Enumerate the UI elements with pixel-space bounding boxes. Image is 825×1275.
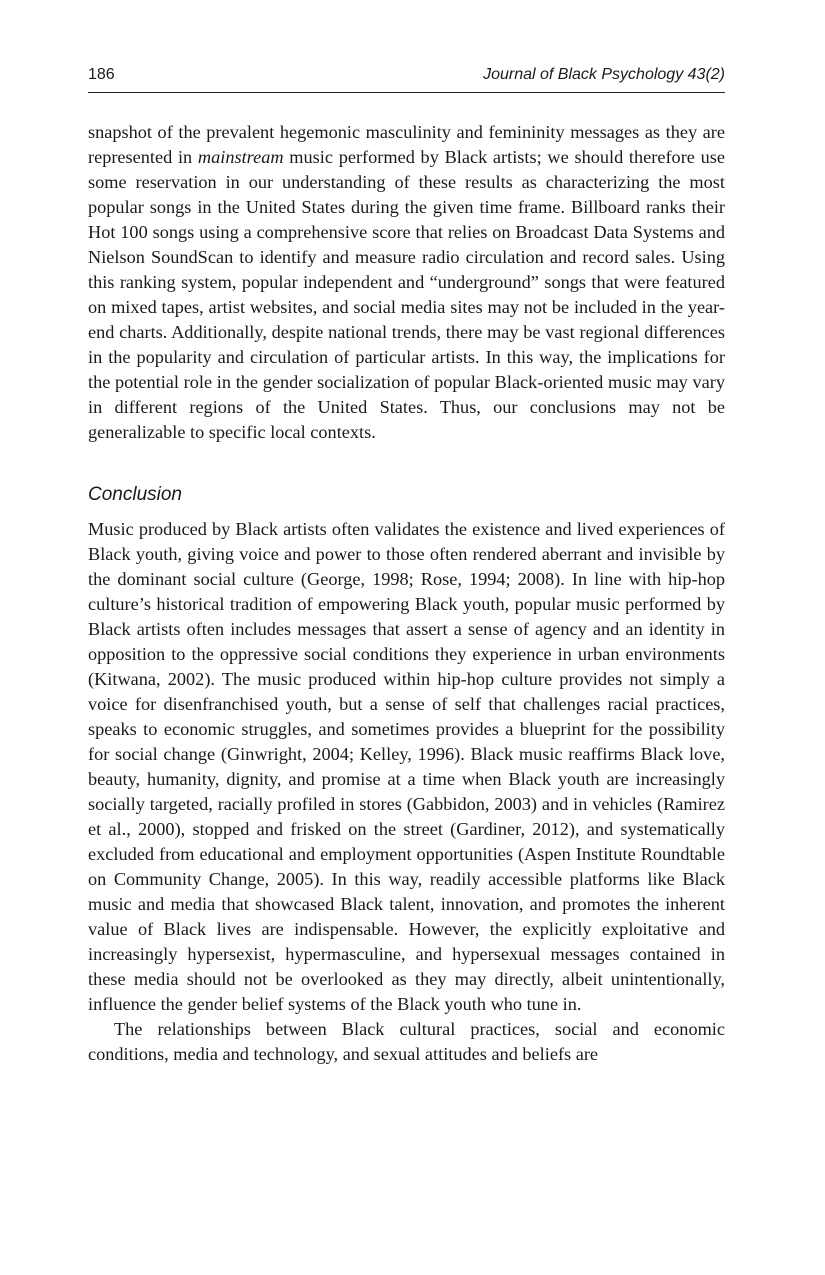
paragraph-limitations: [88, 120, 725, 445]
para1-text-start: snapshot of the prevalent hegemonic masculinity and femininity messages as they are represented in: [88, 122, 725, 167]
journal-title: Journal of Black Psychology 43(2): [483, 66, 725, 83]
running-header: [88, 64, 725, 93]
paragraph-conclusion-2: The relationships between Black cultural practices, social and economic conditions, media and technology, and sexual attitudes and beliefs are: [88, 1019, 725, 1064]
para1-text-end: music performed by Black artists; we should therefore use some reservation in our understanding of these results as characterizing the most popular songs in the United States during the given time frame. Billboard ranks their Hot 100 songs using a comprehensive score that relies on Broadcast Data Systems and Nielson SoundScan to identify and measure radio circulation and record sales. Using this ranking system, popular independent and “underground” songs that were featured on mixed tapes, artist websites, and social media sites may not be included in the year-end charts. Additionally, despite national trends, there may be vast regional differences in the popularity and circulation of particular artists. In this way, the implications for the potential role in the gender socialization of popular Black-oriented music may vary in different regions of the United States. Thus, our conclusions may not be generalizable to specific local contexts.: [88, 147, 725, 442]
page-number: 186: [88, 66, 115, 83]
section-heading-conclusion: Conclusion: [88, 484, 182, 505]
article-body: [88, 120, 725, 1067]
emphasis-mainstream: mainstream: [197, 147, 284, 167]
paragraph-conclusion-1: Music produced by Black artists often validates the existence and lived experiences of Black youth, giving voice and power to those often rendered aberrant and invisible by the dominant social culture (George, 1998; Rose, 1994; 2008). In line with hip-hop culture’s historical tradition of empowering Black youth, popular music performed by Black artists often includes messages that assert a sense of agency and an identity in opposition to the oppressive social conditions they experience in urban environments (Kitwana, 2002). The music produced within hip-hop culture provides not simply a voice for disenfranchised youth, but a sense of self that challenges racial practices, speaks to economic struggles, and sometimes provides a blueprint for the possibility for social change (Ginwright, 2004; Kelley, 1996). Black music reaffirms Black love, beauty, humanity, dignity, and promise at a time when Black youth are increasingly socially targeted, racially profiled in stores (Gabbidon, 2003) and in vehicles (Ramirez et al., 2000), stopped and frisked on the street (Gardiner, 2012), and systematically excluded from educational and employment opportunities (Aspen Institute Roundtable on Community Change, 2005). In this way, readily accessible platforms like Black music and media that showcased Black talent, innovation, and promotes the inherent value of Black lives are indispensable. However, the explicitly exploitative and increasingly hypersexist, hypermasculine, and hypersexual messages contained in these media should not be overlooked as they may directly, albeit unintentionally, influence the gender belief systems of the Black youth who tune in.: [88, 519, 725, 1014]
